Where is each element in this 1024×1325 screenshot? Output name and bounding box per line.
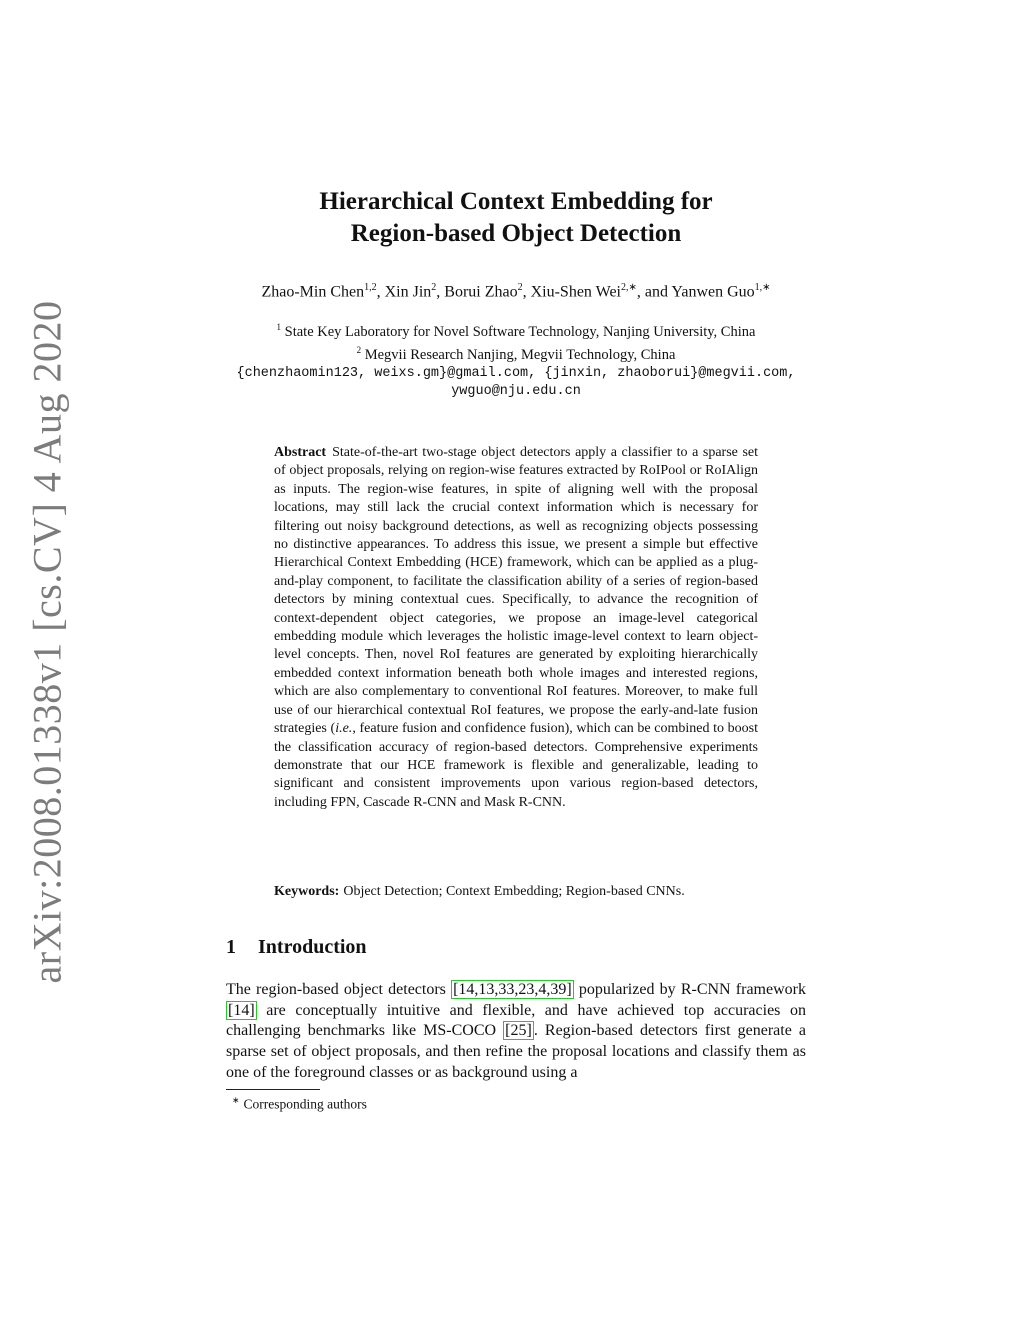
section-heading-introduction bbox=[226, 936, 367, 959]
email-line-2: ywguo@nju.edu.cn bbox=[451, 384, 581, 400]
author-affiliation-mark: 2 bbox=[431, 282, 437, 293]
footnote-text: Corresponding authors bbox=[243, 1096, 367, 1112]
section-title: Introduction bbox=[258, 936, 367, 958]
intro-text-1: The region-based object detectors bbox=[226, 981, 452, 998]
citation-link[interactable]: [25] bbox=[505, 1022, 532, 1040]
author-separator: , bbox=[376, 283, 385, 301]
abstract-text: State-of-the-art two-stage object detectors apply a classifier to a sparse set of object proposals, relying on region-wise features extracted by RoIPool or RoIAlign as inputs. The region-wise features, in spite of aligning well with the proposal locations, may still lack the crucial context information which is necessary for filtering out noisy background detections, as well as recognizing objects possessing no distinctive appearances. To address this issue, we present a simple but effective Hierarchical Context Embedding (HCE) framework, which can be applied as a plug-and-play component, to facilitate the classification ability of a series of region-based detectors by mining contextual cues. Specifically, to advance the recognition of context-dependent object categories, we propose an image-level categorical embedding module which leverages the holistic image-level context to learn object-level concepts. Then, novel RoI features are generated by exploiting hierarchically embedded context information beneath both whole images and interested regions, which are also complementary to conventional RoI features. Moreover, to make full use of our hierarchical contextual RoI features, we propose the early-and-late fusion strategies ( bbox=[274, 445, 758, 737]
footnote bbox=[232, 1095, 367, 1113]
author-affiliation-mark: 1,2 bbox=[364, 282, 377, 293]
author-name: Zhao-Min Chen bbox=[261, 283, 365, 301]
affiliation-1-text: State Key Laboratory for Novel Software Technology, Nanjing University, China bbox=[284, 323, 756, 340]
paper-title bbox=[226, 186, 806, 250]
section-number: 1 bbox=[226, 936, 236, 958]
intro-text-4: . Region-based detectors first generate a sparse set of object proposals, and then refine the proposal locations and classify them as one of the foreground classes or as background using a bbox=[226, 1022, 807, 1081]
keywords-label: Keywords: bbox=[274, 884, 340, 899]
email-line-1: {chenzhaomin123, weixs.gm}@gmail.com, {jinxin, zhaoborui}@megvii.com, bbox=[236, 365, 796, 381]
arxiv-identifier: arXiv:2008.01338v1 [cs.CV] 4 Aug 2020 bbox=[24, 300, 70, 984]
affiliation-1 bbox=[226, 318, 806, 341]
author-name: Borui Zhao bbox=[444, 283, 518, 301]
intro-text-2: popularized by R-CNN framework bbox=[573, 981, 806, 998]
author-list bbox=[226, 282, 806, 301]
affiliation-1-mark: 1 bbox=[276, 322, 282, 332]
citation-link[interactable]: [14] bbox=[228, 1001, 255, 1019]
author-separator: , bbox=[522, 283, 531, 301]
keywords bbox=[274, 884, 758, 900]
title-line-2: Region-based Object Detection bbox=[350, 220, 682, 247]
affiliations bbox=[226, 318, 806, 402]
abstract-label: Abstract bbox=[274, 445, 327, 460]
affiliation-2-text: Megvii Research Nanjing, Megvii Technology, China bbox=[364, 347, 676, 364]
affiliation-2 bbox=[226, 341, 806, 364]
author-separator: , bbox=[436, 283, 445, 301]
author-affiliation-mark: 2 bbox=[517, 282, 523, 293]
author-name: Xiu-Shen Wei bbox=[530, 283, 621, 301]
intro-text-3: are conceptually intuitive and flexible, and have achieved top accuracies on challenging benchmarks like MS-COCO bbox=[226, 1001, 806, 1040]
author-separator: , and bbox=[636, 283, 672, 301]
keywords-text: Object Detection; Context Embedding; Region-based CNNs. bbox=[343, 884, 685, 899]
author-name: Yanwen Guo bbox=[671, 283, 755, 301]
introduction-paragraph bbox=[226, 980, 806, 1084]
affiliation-2-mark: 2 bbox=[356, 345, 362, 356]
citation-link[interactable]: [14,13,33,23,4,39] bbox=[453, 981, 572, 998]
abstract-text-end: , feature fusion and confidence fusion), which can be combined to boost the classification accuracy of region-based detectors. Comprehensive experiments demonstrate that our HCE framework is flexible and generalizable, leading to significant and consistent improvements upon various region-based detectors, including FPN, Cascade R-CNN and Mask R-CNN. bbox=[274, 721, 759, 810]
abstract bbox=[274, 444, 758, 812]
author-affiliation-mark: 1,∗ bbox=[754, 282, 771, 293]
author-affiliation-mark: 2,∗ bbox=[621, 282, 637, 293]
footnote-rule bbox=[226, 1089, 320, 1090]
footnote-mark: ∗ bbox=[232, 1095, 240, 1105]
abstract-ie: i.e. bbox=[335, 721, 353, 737]
title-line-1: Hierarchical Context Embedding for bbox=[319, 188, 713, 215]
author-name: Xin Jin bbox=[384, 283, 432, 301]
